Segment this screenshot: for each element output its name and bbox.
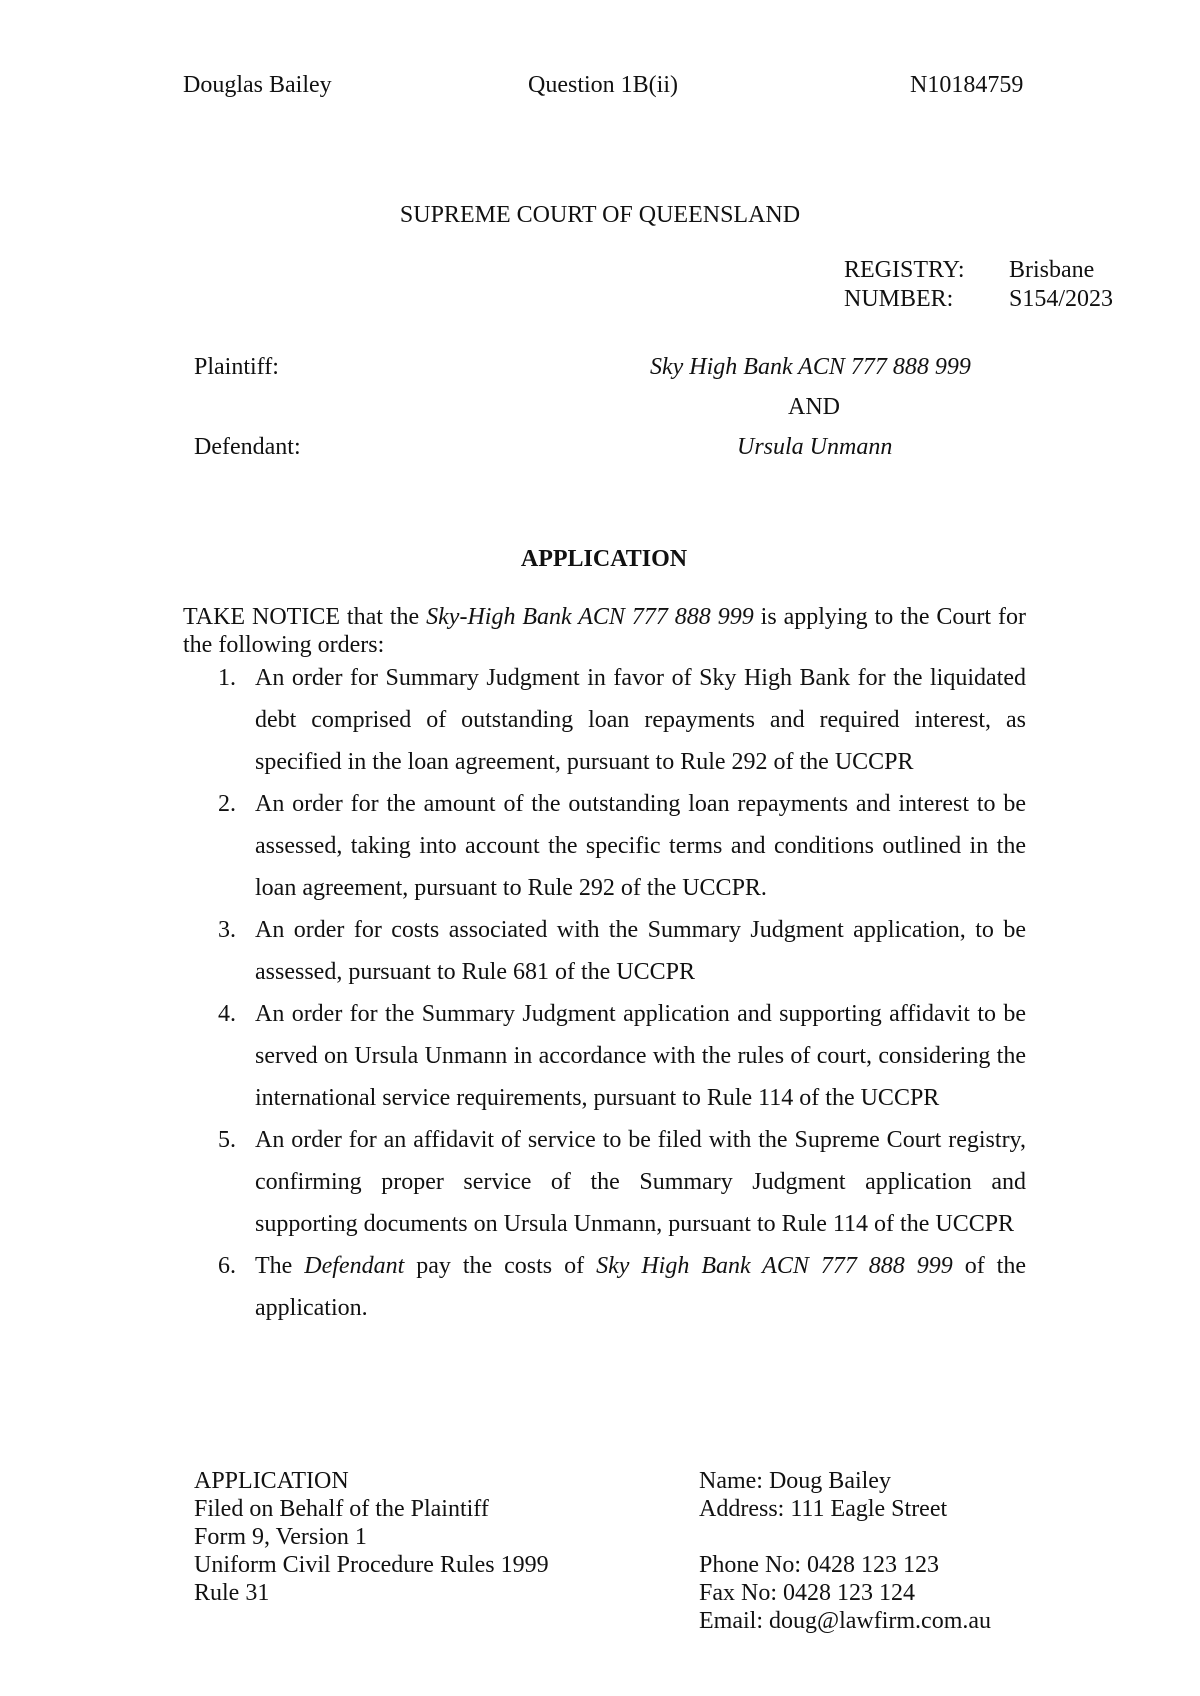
number-value: S154/2023 <box>1009 286 1114 312</box>
footer-rule-number: Rule 31 <box>194 1580 270 1606</box>
order-item <box>183 783 1026 909</box>
plaintiff-name: Sky High Bank ACN 777 888 999 <box>650 354 971 380</box>
order-text: An order for costs associated with the Summary Judgment application, to be assessed, pursuant to Rule 681 of the UCCPR <box>255 917 1026 985</box>
order-number: 1. <box>218 665 236 691</box>
footer-rules: Uniform Civil Procedure Rules 1999 <box>194 1552 549 1578</box>
order6-party: Sky High Bank ACN 777 888 999 <box>596 1253 953 1279</box>
footer-fax: Fax No: 0428 123 124 <box>699 1580 915 1606</box>
order-number: 6. <box>218 1253 236 1279</box>
order-text: An order for the Summary Judgment application and supporting affidavit to be served on Ursula Unmann in accordance with the rules of court, considering the international service requirements, pursuant to Rule 114 of the UCCPR <box>255 1001 1026 1111</box>
intro-paragraph <box>183 603 1026 659</box>
order-item <box>183 657 1026 783</box>
parties-and: AND <box>788 394 840 420</box>
registry-label: REGISTRY: <box>844 257 965 283</box>
court-name: SUPREME COURT OF QUEENSLAND <box>399 202 801 228</box>
order6-part1: The <box>255 1253 305 1279</box>
footer-contact-details <box>699 1467 991 1635</box>
order-text: An order for an affidavit of service to be filed with the Supreme Court registry, confirming proper service of the Summary Judgment application and supporting documents on Ursula Unmann, pursuant to Rule 114 of the UCCPR <box>255 1127 1026 1237</box>
order-number: 3. <box>218 917 236 943</box>
order-item <box>183 993 1026 1119</box>
document-title: APPLICATION <box>520 546 688 572</box>
order-item <box>183 1245 1026 1329</box>
defendant-label: Defendant: <box>194 434 301 460</box>
order-number: 2. <box>218 791 236 817</box>
registry-value: Brisbane <box>1009 257 1095 283</box>
order-number: 5. <box>218 1127 236 1153</box>
order-item <box>183 909 1026 993</box>
header-question: Question 1B(ii) <box>528 72 678 98</box>
header-author: Douglas Bailey <box>183 72 332 98</box>
header-student-id: N10184759 <box>910 72 1024 98</box>
footer-phone: Phone No: 0428 123 123 <box>699 1552 939 1578</box>
order6-part5: of the application. <box>255 1253 1026 1321</box>
order-number: 4. <box>218 1001 236 1027</box>
footer-filing-details <box>194 1467 549 1607</box>
number-label: NUMBER: <box>844 286 954 312</box>
order-item <box>183 1119 1026 1245</box>
order-text: An order for the amount of the outstanding loan repayments and interest to be assessed, taking into account the specific terms and conditions outlined in the loan agreement, pursuant to Rule 292 of the UCCPR. <box>255 791 1026 901</box>
footer-email: Email: doug@lawfirm.com.au <box>699 1608 992 1634</box>
intro-prefix: TAKE NOTICE that the <box>183 604 427 630</box>
footer-address: Address: 111 Eagle Street <box>699 1496 948 1522</box>
footer-name: Name: Doug Bailey <box>699 1468 891 1494</box>
order6-part3: pay the costs of <box>404 1253 597 1279</box>
orders-list <box>183 657 1026 1329</box>
footer-spacer <box>699 1523 991 1551</box>
defendant-name: Ursula Unmann <box>737 434 893 460</box>
footer-doc-type: APPLICATION <box>194 1468 349 1494</box>
plaintiff-label: Plaintiff: <box>194 354 279 380</box>
footer-form: Form 9, Version 1 <box>194 1524 367 1550</box>
intro-suffix: is applying to the Court for the following orders: <box>183 604 1027 658</box>
footer-filed-on-behalf: Filed on Behalf of the Plaintiff <box>194 1496 489 1522</box>
order6-defendant: Defendant <box>304 1253 405 1279</box>
order-text: An order for Summary Judgment in favor of Sky High Bank for the liquidated debt comprised of outstanding loan repayments and required interest, as specified in the loan agreement, pursuant to Rule 292 of the UCCPR <box>255 665 1026 775</box>
intro-party: Sky-High Bank ACN 777 888 999 <box>426 604 754 630</box>
